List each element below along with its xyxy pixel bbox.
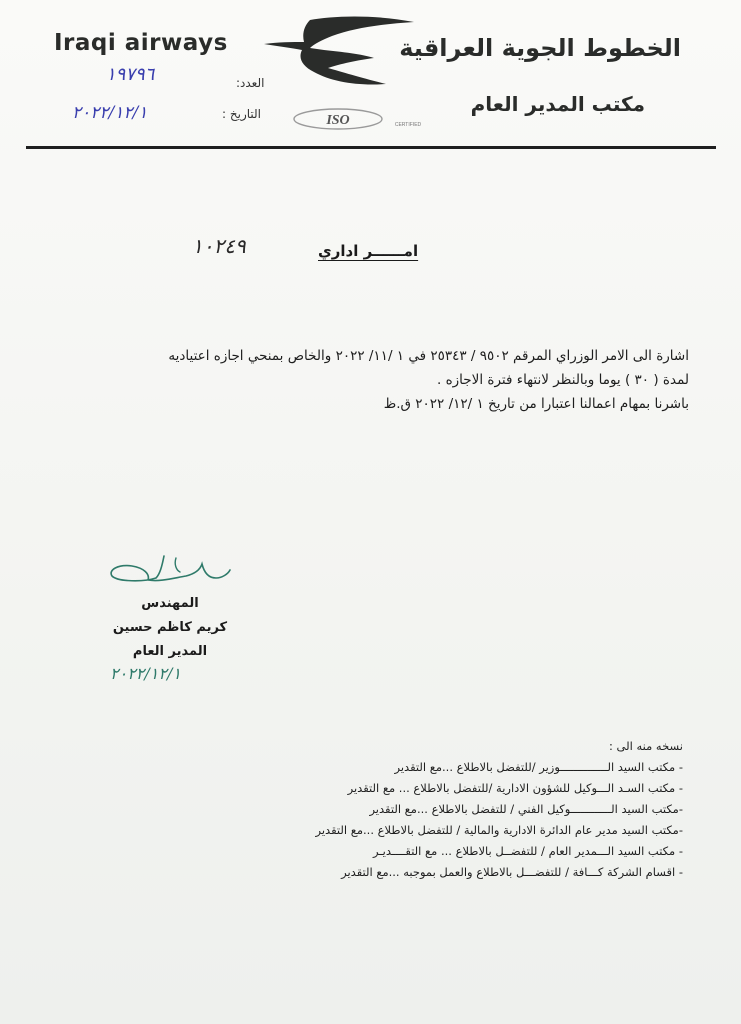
company-name-arabic: الخطوط الجوية العراقية: [399, 34, 681, 62]
body-line: اشارة الى الامر الوزراي المرقم ٩٥٠٢ / ٢٥٣٤٣ في ١ /١١/ ٢٠٢٢ والخاص بمنحي اجازه اعتياديه: [168, 348, 689, 364]
header-divider: [26, 146, 716, 149]
copies-heading: نسخه منه الى :: [609, 739, 683, 753]
copy-recipient: - اقسام الشركة كـــافة / للتفضـــل بالاطلاع والعمل بموجبه ...مع التقدير: [341, 865, 683, 879]
copy-recipient: - مكتب السيد الـــمدير العام / للتفضــل بالاطلاع ... مع التقــــديـر: [372, 844, 683, 858]
copy-recipient: -مكتب السيد مدير عام الدائرة الادارية والمالية / للتفضل بالاطلاع ...مع التقدير: [315, 823, 683, 837]
copy-recipient: - مكتب السـد الـــوكيل للشؤون الادارية /للتفضل بالاطلاع ... مع التقدير: [347, 781, 683, 795]
document-body: [49, 344, 689, 416]
number-value: ١٩٧٩٦: [106, 64, 155, 85]
iso-certified-badge: [292, 106, 432, 132]
date-label: التاريخ :: [222, 107, 262, 121]
signatory-name: كريم كاظم حسين: [112, 620, 228, 635]
airline-logo: [262, 14, 418, 88]
document-title: امــــــر اداري: [318, 242, 419, 260]
iso-text: ISO: [326, 113, 350, 128]
iso-certified-text: CERTIFIED: [394, 122, 422, 128]
signatory-title: المهندس: [141, 596, 199, 611]
order-number: ١٠٢٤٩: [192, 234, 246, 258]
copy-recipient: - مكتب السيد الــــــــــــــوزير /للتفضل بالاطلاع ...مع التقدير: [394, 760, 683, 774]
copy-recipient: -مكتب السيد الــــــــــــوكيل الفني / للتفضل بالاطلاع ...مع التقدير: [369, 802, 683, 816]
body-line: باشرنا بمهام اعمالنا اعتبارا من تاريخ ١ /١٢/ ٢٠٢٢ ق.ظ: [383, 396, 689, 412]
date-value: ٢٠٢٢/١٢/١: [72, 103, 148, 123]
office-name: مكتب المدير العام: [470, 92, 645, 116]
company-name-english: Iraqi airways: [54, 30, 228, 56]
signatory-position: المدير العام: [132, 644, 208, 659]
number-label: العدد:: [236, 76, 265, 90]
signature-date: ٢٠٢٢/١٢/١: [110, 664, 181, 683]
copies-list: [243, 736, 683, 883]
signature-block: [100, 592, 240, 664]
body-line: لمدة ( ٣٠ ) يوما وبالنظر لانتهاء فترة الاجازه .: [437, 372, 689, 388]
handwritten-signature: [104, 552, 234, 592]
